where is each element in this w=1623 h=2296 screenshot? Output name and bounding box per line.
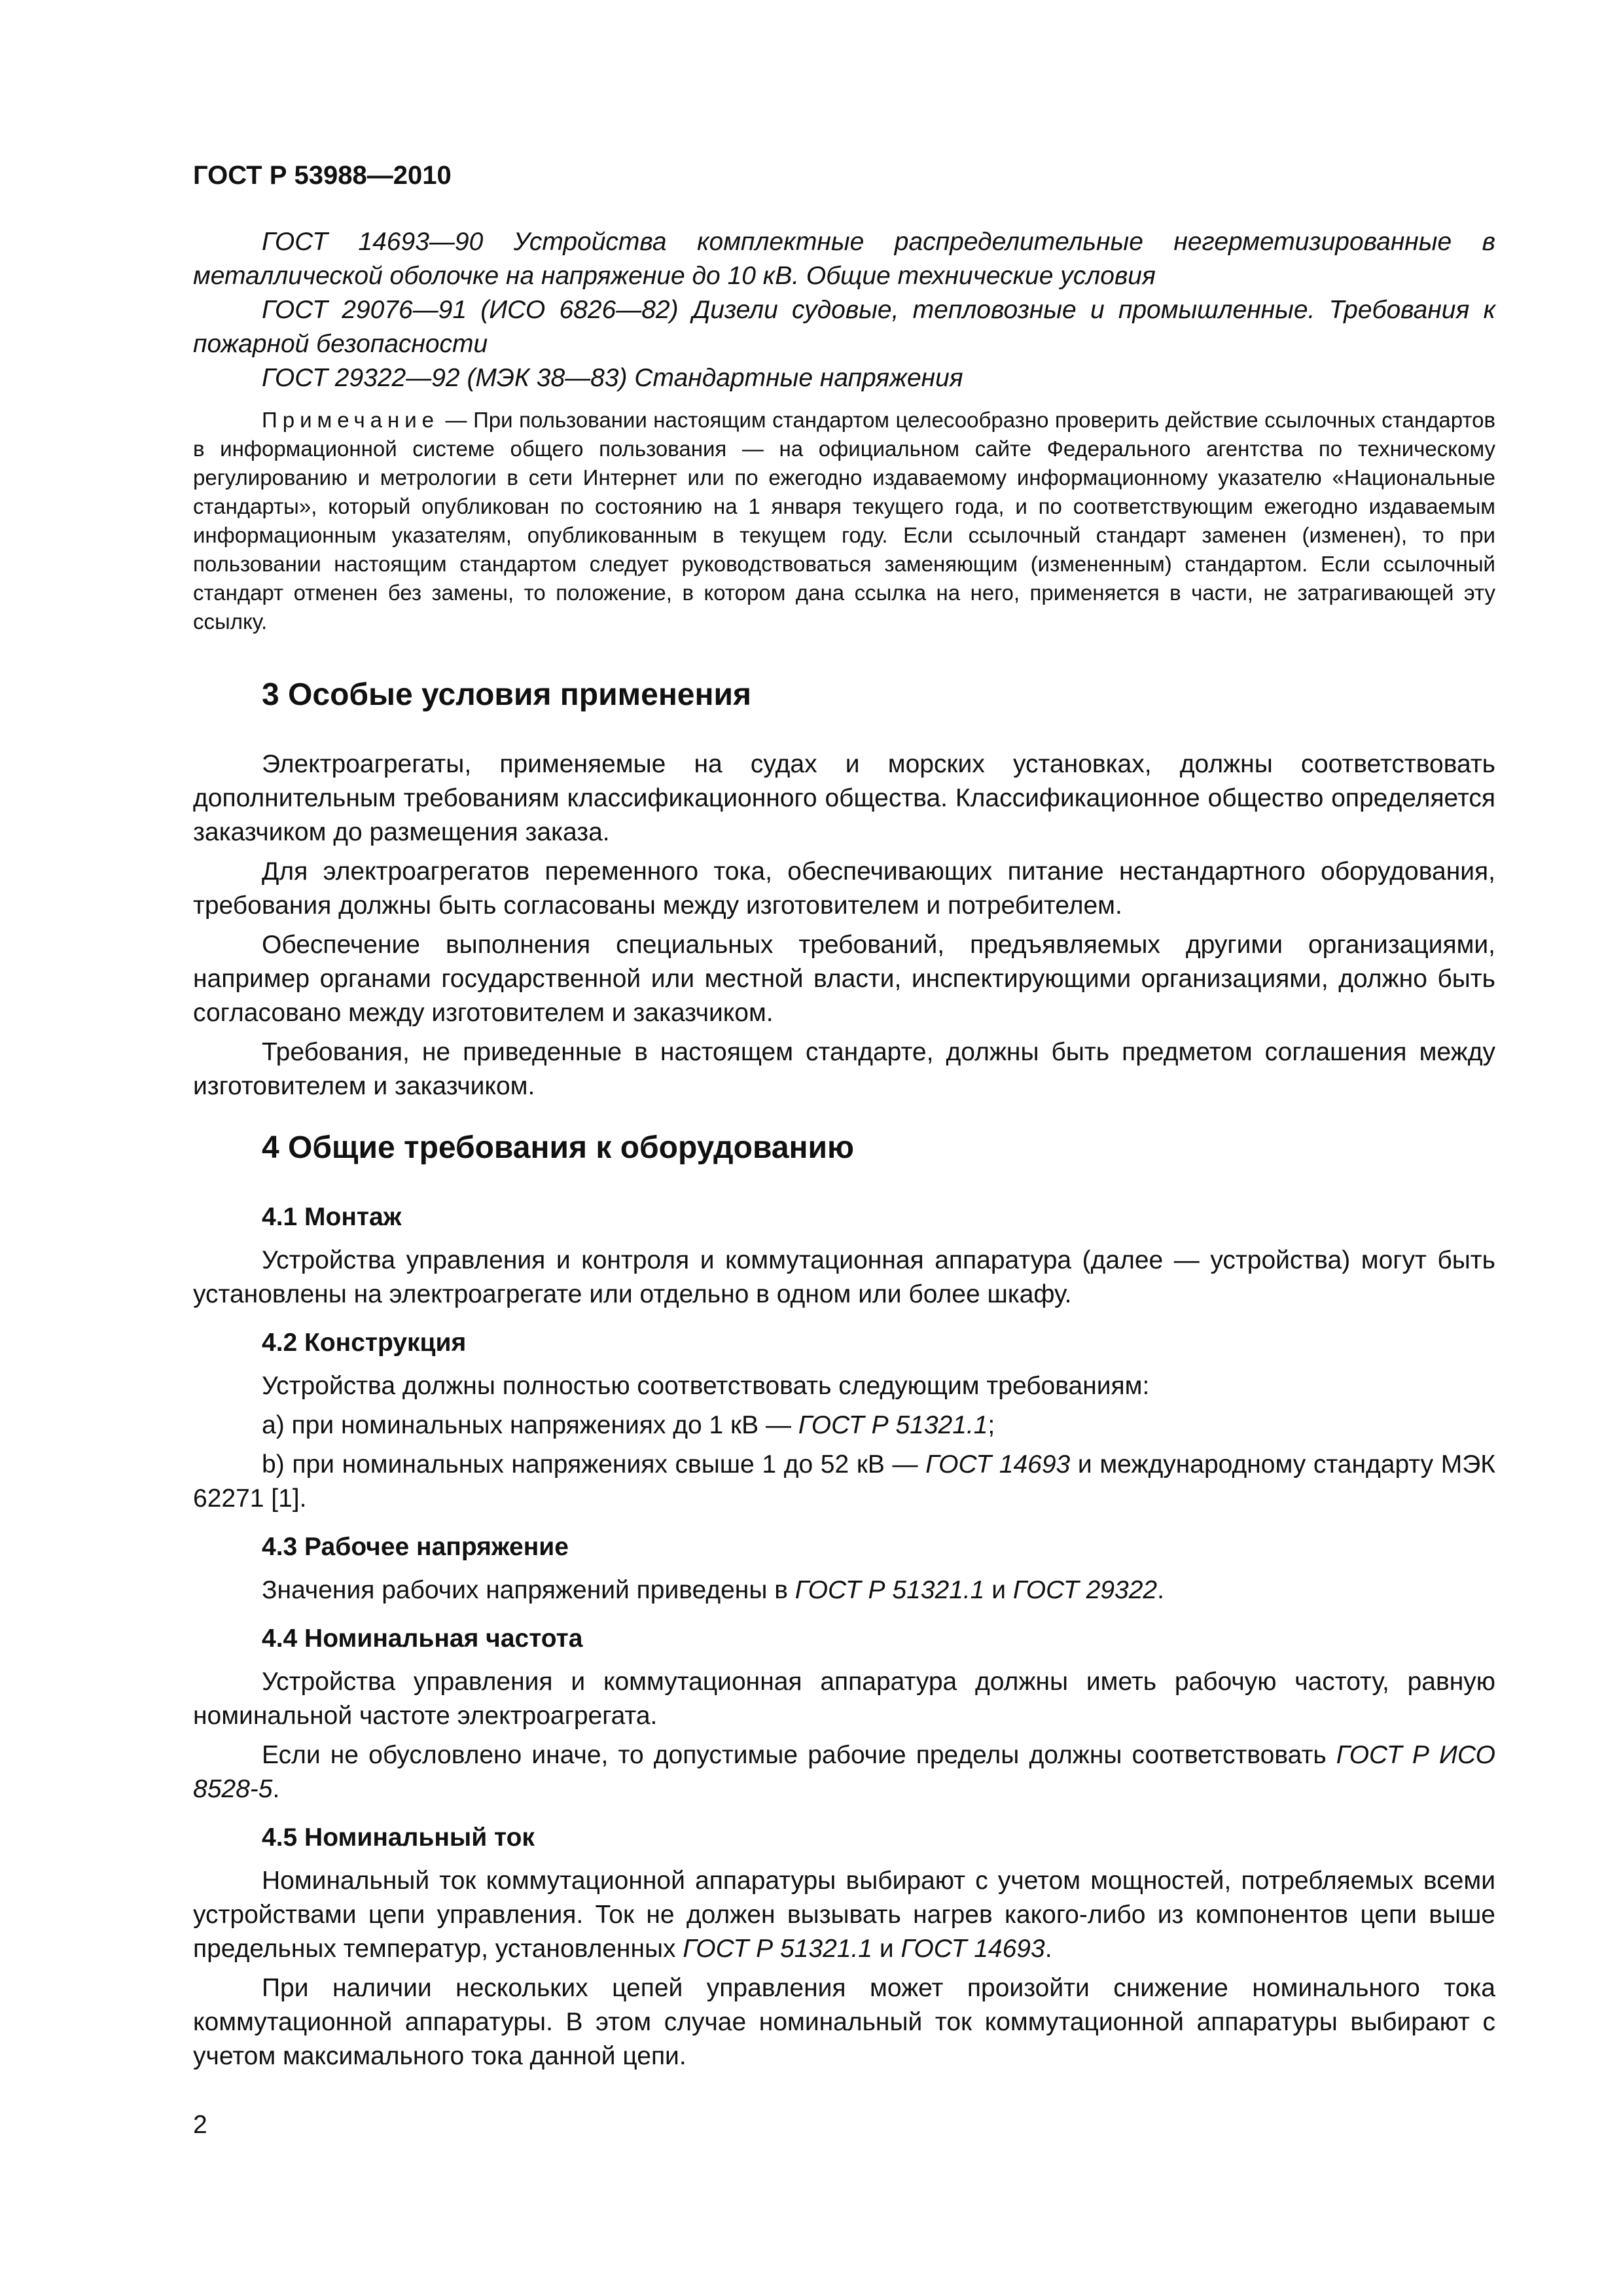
list-text: ;: [988, 1411, 995, 1439]
paragraph: Требования, не приведенные в настоящем стандарте, должны быть предметом соглашения между изготовителем и заказчиком.: [193, 1038, 1495, 1100]
paragraph: Для электроагрегатов переменного тока, обеспечивающих питание нестандартного оборудования, требования должны быть согласованы между изготовителем и потребителем.: [193, 857, 1495, 920]
references-list: [193, 225, 1495, 395]
text: Номинальный ток коммутационной аппаратуры выбирают с учетом мощностей, потребляемых всеми устройствами цепи управления. Ток не должен вызывать нагрев какого-либо из компонентов цепи выше предельных температур, установленных: [193, 1867, 1495, 1963]
section-3-title: 3 Особые условия применения: [262, 677, 752, 712]
section-4-title: 4 Общие требования к оборудованию: [262, 1130, 855, 1165]
text: Если не обусловлено иначе, то допустимые рабочие пределы должны соответствовать: [262, 1741, 1336, 1769]
text: и: [872, 1935, 901, 1963]
note-text: — При пользовании настоящим стандартом целесообразно проверить действие ссылочных стандартов в информационной системе общего пользования — на официальном сайте Федерального агентства по техническому регулированию и метрологии в сети Интернет или по ежегодно издаваемому информационному указателю «Национальные стандарты», который опубликован по состоянию на 1 января текущего года, и по соответствующим ежегодно издаваемым информационным указателям, опубликованным в текущем году. Если ссылочный стандарт заменен (изменен), то при пользовании настоящим стандартом следует руководствоваться заменяющим (измененным) стандартом. Если ссылочный стандарт отменен без замены, то положение, в котором дана ссылка на него, применяется в части, не затрагивающей эту ссылку.: [193, 408, 1495, 634]
paragraph: Устройства управления и контроля и коммутационная аппаратура (далее — устройства) могут быть установлены на электроагрегате или отдельно в одном или более шкафу.: [193, 1246, 1495, 1308]
standard-ref: ГОСТ 14693: [901, 1935, 1045, 1963]
subsection-4-3-title: 4.3 Рабочее напряжение: [262, 1533, 569, 1561]
text: и: [984, 1576, 1013, 1604]
subsection-4-2-title: 4.2 Конструкция: [262, 1329, 467, 1357]
list-text: b) при номинальных напряжениях свыше 1 до 52 кВ —: [262, 1450, 926, 1479]
standard-ref: ГОСТ Р ИСО 8528-5: [193, 1741, 1496, 1803]
list-item-b: [193, 1448, 1495, 1516]
page-number: 2: [193, 2111, 207, 2139]
paragraph: Устройства должны полностью соответствовать следующим требованиям:: [262, 1372, 1150, 1400]
list-item-a: [193, 1408, 1495, 1443]
paragraph: [193, 1573, 1495, 1607]
paragraph: Электроагрегаты, применяемые на судах и морских установках, должны соответствовать дополнительным требованиям классификационного общества. Классификационное общество определяется заказчиком до размещения заказа.: [193, 750, 1495, 846]
list-text: и международному стандарту МЭК 62271 [1].: [193, 1450, 1495, 1513]
section-4-body: [193, 1200, 1495, 2079]
standard-ref: ГОСТ 29322: [1012, 1576, 1158, 1604]
reference-item: ГОСТ 14693—90 Устройства комплектные распределительные негерметизированные в металлической оболочке на напряжение до 10 кВ. Общие технические условия: [193, 228, 1495, 290]
text: .: [1044, 1935, 1052, 1963]
paragraph: При наличии нескольких цепей управления может произойти снижение номинального тока коммутационной аппаратуры. В этом случае номинальный ток коммутационной аппаратуры выбирают с учетом максимального тока данной цепи.: [193, 1974, 1495, 2070]
paragraph: [193, 1864, 1495, 1966]
reference-item: ГОСТ 29076—91 (ИСО 6826—82) Дизели судовые, тепловозные и промышленные. Требования к пожарной безопасности: [193, 296, 1495, 358]
paragraph: Устройства управления и коммутационная аппаратура должны иметь рабочую частоту, равную номинальной частоте электроагрегата.: [193, 1668, 1495, 1730]
text: .: [1157, 1576, 1164, 1604]
text: Значения рабочих напряжений приведены в: [262, 1576, 795, 1604]
section-3-body: [193, 747, 1495, 1109]
paragraph: Обеспечение выполнения специальных требований, предъявляемых другими организациями, например органами государственной или местной власти, инспектирующими организациями, должно быть согласовано между изготовителем и заказчиком.: [193, 931, 1495, 1027]
subsection-4-1-title: 4.1 Монтаж: [262, 1203, 402, 1231]
text: .: [272, 1775, 280, 1803]
note-label: Примечание: [262, 408, 440, 432]
document-header: ГОСТ Р 53988—2010: [193, 161, 452, 190]
standard-ref: ГОСТ Р 51321.1: [683, 1935, 872, 1963]
list-text: а) при номинальных напряжениях до 1 кВ —: [262, 1411, 798, 1439]
subsection-4-4-title: 4.4 Номинальная частота: [262, 1624, 583, 1653]
standard-ref: ГОСТ Р 51321.1: [798, 1411, 988, 1439]
subsection-4-5-title: 4.5 Номинальный ток: [262, 1823, 535, 1852]
standard-ref: ГОСТ Р 51321.1: [794, 1576, 985, 1604]
note-paragraph: [193, 406, 1495, 636]
paragraph: [193, 1738, 1495, 1806]
reference-item: ГОСТ 29322—92 (МЭК 38—83) Стандартные напряжения: [262, 364, 963, 392]
standard-ref: ГОСТ 14693: [925, 1450, 1071, 1479]
